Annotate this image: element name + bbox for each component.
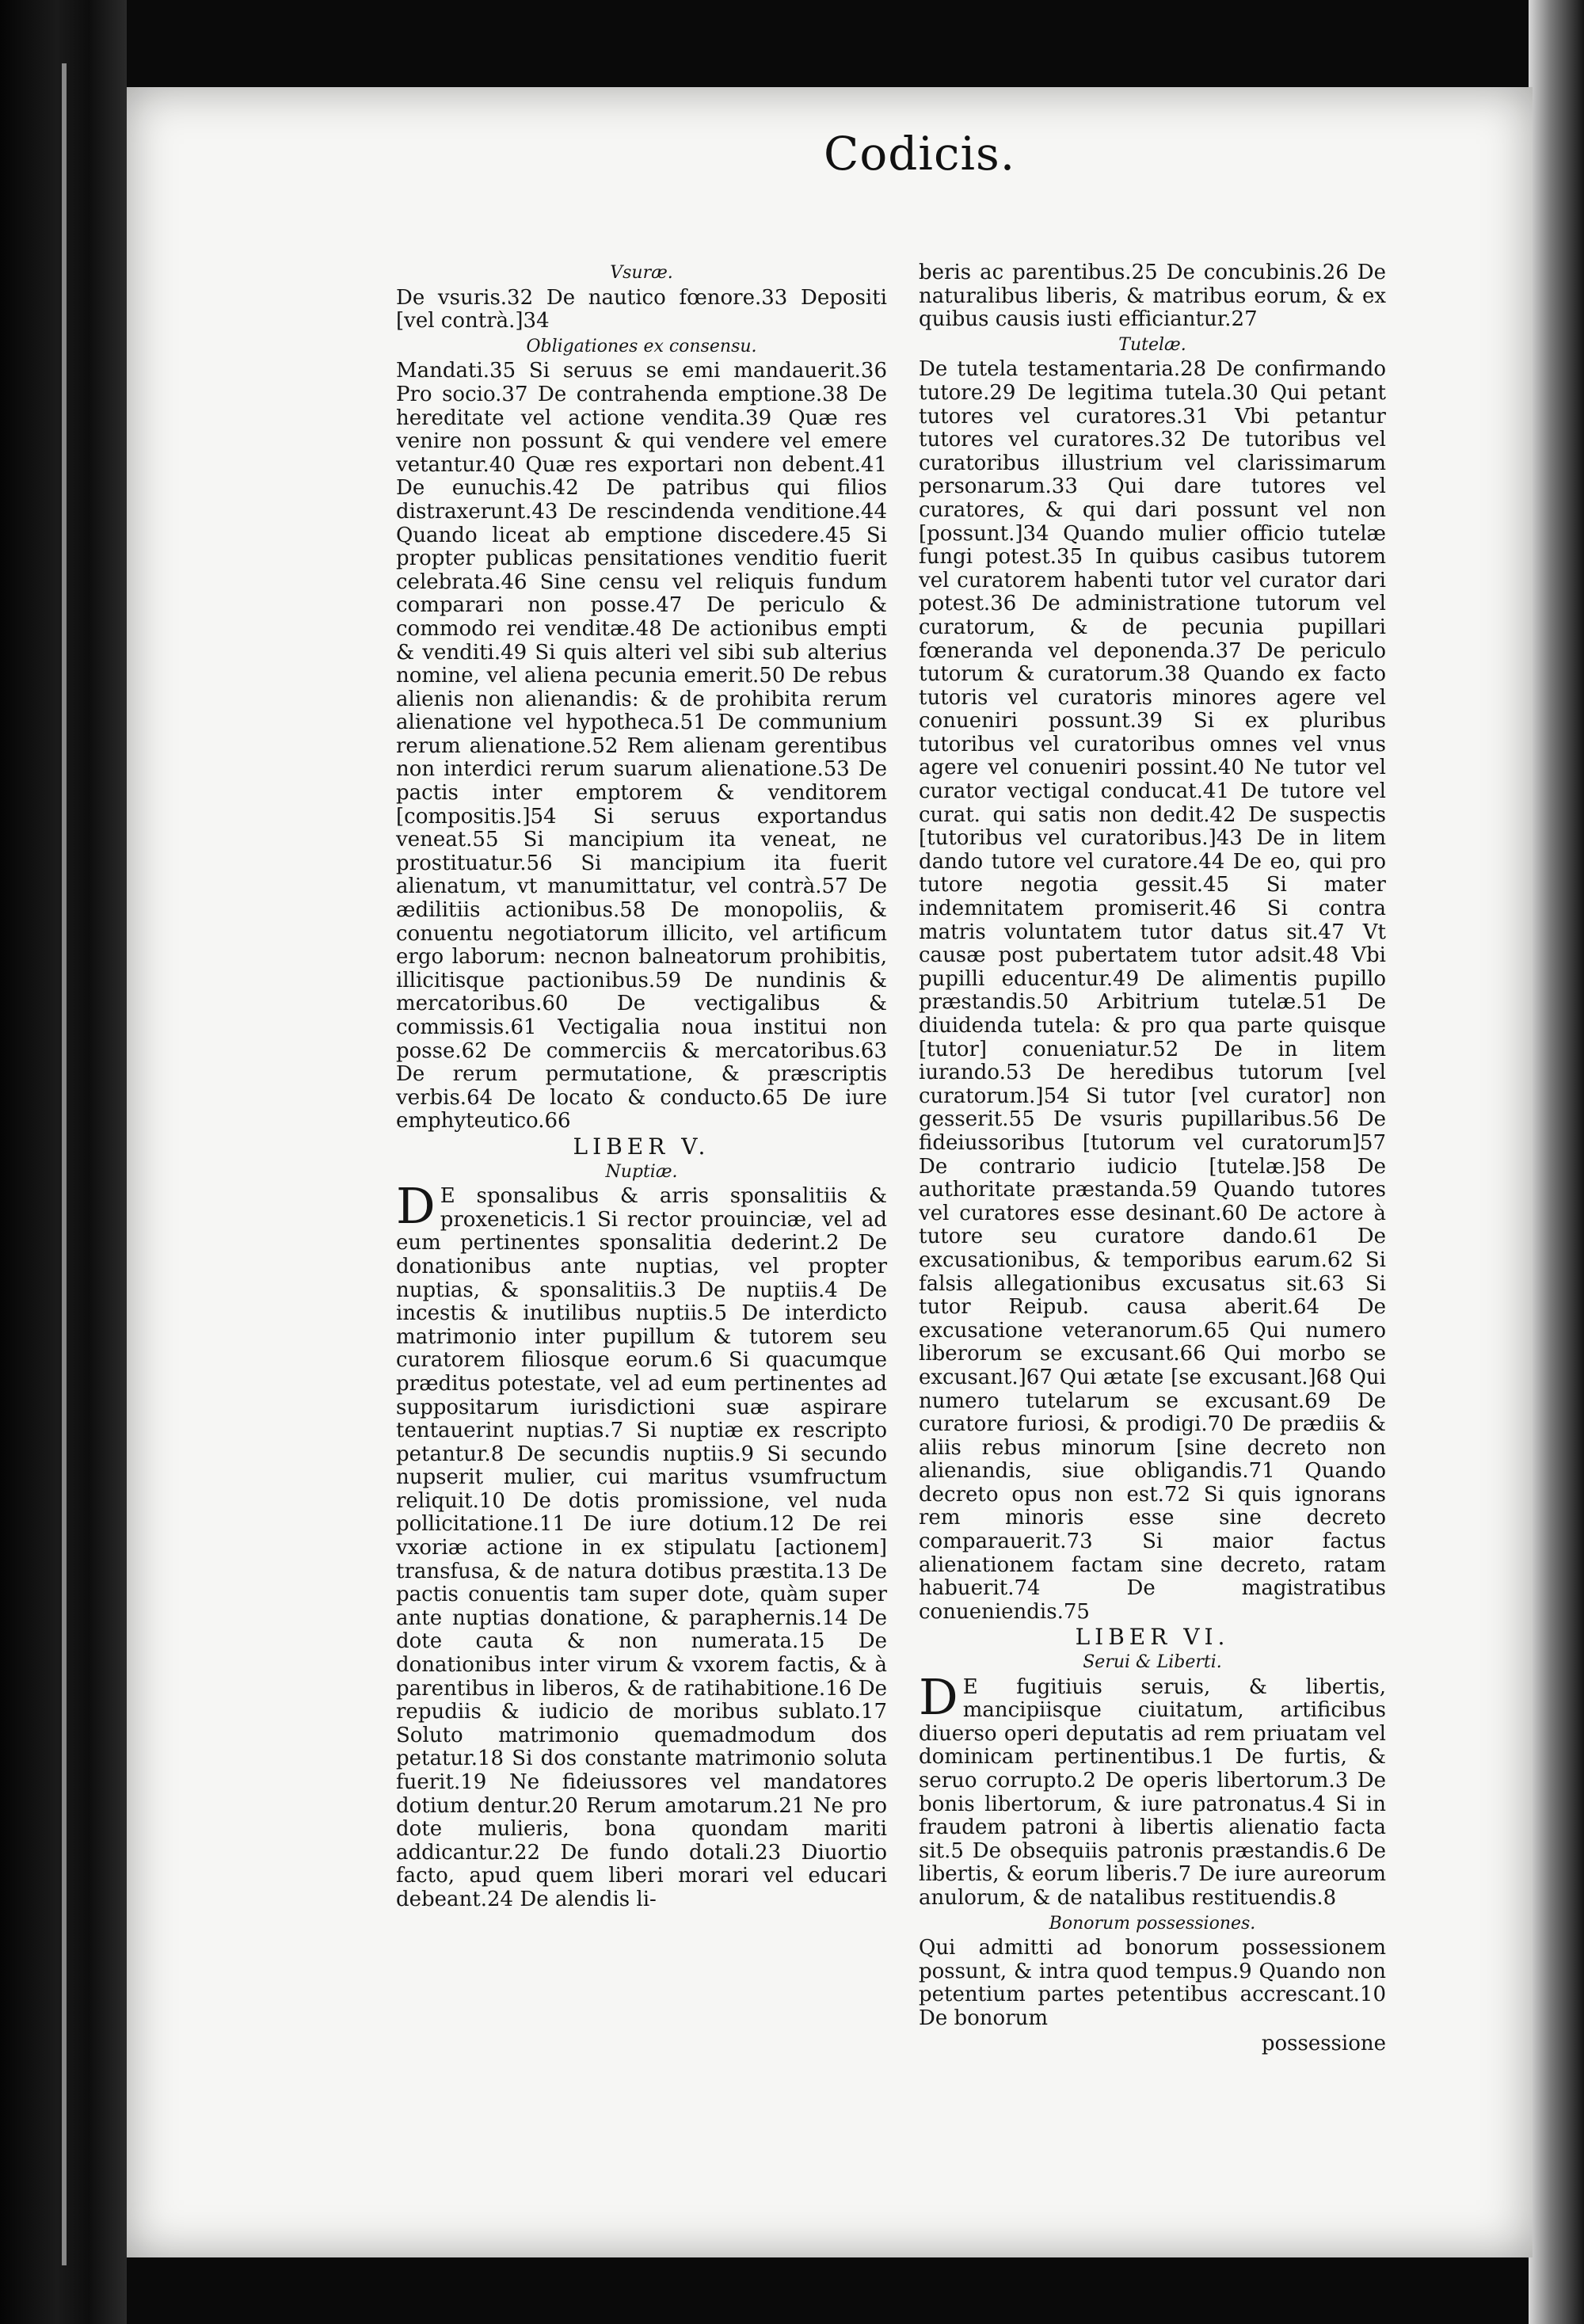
- binding-line: [62, 63, 67, 2265]
- book-heading: LIBER VI.: [1075, 1624, 1230, 1651]
- catchword: possessione: [1261, 2031, 1386, 2055]
- book-heading: LIBER V.: [573, 1133, 710, 1160]
- section-heading: Bonorum possessiones.: [1049, 1913, 1256, 1933]
- right-column: [919, 261, 1386, 2057]
- paragraph: Qui admitti ad bonorum possessionem possunt, & intra quod tempus.9 Quando non petentium partes petentibus accrescant.10 De bonorum: [919, 1936, 1386, 2030]
- section-heading: Obligationes ex consensu.: [526, 336, 757, 356]
- section-heading: Vsuræ.: [610, 263, 673, 283]
- paragraph: beris ac parentibus.25 De concubinis.26 De naturalibus liberis, & matribus eorum, & ex quibus causis iusti efficiantur.27: [919, 261, 1386, 332]
- paragraph: DE fugitiuis seruis, & libertis, mancipiisque ciuitatum, artificibus diuerso operi deputatis ad rem priuatam vel dominicam pertinentibus.1 De furtis, & seruo corrupto.2 De operis libertorum.3 De bonis libertorum, & iure patronatus.4 Si in fraudem patroni à libertis alienatio facta sit.5 De obsequiis patronis præstandis.6 De libertis, & eorum liberis.7 De iure aureorum anulorum, & de natalibus restituendis.8: [919, 1667, 1386, 1910]
- left-column: [396, 261, 887, 1914]
- paragraph: De tutela testamentaria.28 De confirmando tutore.29 De legitima tutela.30 Qui petant tutores vel curatores.31 Vbi petantur tutores vel curatores.32 De tutoribus vel curatoribus illustrium vel clarissimarum personarum.33 Qui dare tutores vel curatores, & qui dari possunt vel non [possunt.]34 Quando mulier officio tutelæ fungi potest.35 In quibus casibus tutorem vel curatorem habenti tutor vel curator dari potest.36 De administratione tutorum vel curatorum, & de pecunia pupillari fœneranda vel deponenda.37 De periculo tutorum & curatorum.38 Quando ex facto tutoris vel curatoris minores agere vel conueniri possunt.39 Si ex pluribus tutoribus vel curatoribus omnes vel vnus agere vel conueniri possint.40 Ne tutor vel curator vectigal conducat.41 De tutore vel curat. qui satis non dedit.42 De suspectis [tutoribus vel curatoribus.]43 De in litem dando tutore vel curatore.44 De eo, qui pro tutore negotia gessit.45 Si mater indemnitatem promiserit.46 Si contra matris voluntatem tutor datus sit.47 Vt causæ post pubertatem tutor adsit.48 Vbi pupilli educentur.49 De alimentis pupillo præstandis.50 Arbitrium tutelæ.51 De diuidenda tutela: & pro qua parte quisque [tutor] conueniatur.52 De in litem iurando.53 De heredibus tutorum [vel curatorum.]54 Si tutor [vel curator] non gesserit.55 De vsuris pupillaribus.56 De fideiussoribus [tutorum vel curatorum]57 De contrario iudicio [tutelæ.]58 De authoritate præstanda.59 Quando tutores vel curatores esse desinant.60 De actore à tutore seu curatore dando.61 De excusationibus, & temporibus earum.62 Si falsis allegationibus excusatus sit.63 Si tutor Reipub. causa aberit.64 De excusatione veteranorum.65 Qui numero liberorum se excusant.66 Qui morbo se excusant.]67 Qui ætate [se excusant.]68 Qui numero tutelarum se excusant.69 De curatore furiosi, & prodigi.70 De prædiis & aliis rebus minorum [sine decreto non alienandis, siue obligandis.71 Quando decreto opus non est.72 Si quis ignorans rem minoris esse sine decreto comparauerit.73 Si maior factus alienationem factam sine decreto, ratam habuerit.74 De magistratibus conueniendis.75: [919, 357, 1386, 1624]
- paragraph: DE sponsalibus & arris sponsalitiis & proxeneticis.1 Si rector prouinciæ, vel ad eum pertinentes sponsalitia dederint.2 De donationibus ante nuptias, vel propter nuptias, & sponsalitiis.3 De nuptiis.4 De incestis & inutilibus nuptiis.5 De interdicto matrimonio inter pupillum & tutorem seu curatorem filiosque eorum.6 Si quacumque præditus potestate, vel ad eum pertinentes ad suppositarum iurisdictioni suæ aspirare tentauerint nuptias.7 Si nuptiæ ex rescripto petantur.8 De secundis nuptiis.9 Si secundo nupserit mulier, cui maritus vsumfructum reliquit.10 De dotis promissione, vel nuda pollicitatione.11 De iure dotium.12 De rei vxoriæ actione in ex stipulatu [actionem] transfusa, & de natura dotibus præstita.13 De pactis conuentis tam super dote, quàm super ante nuptias donatione, & paraphernis.14 De dote cauta & non numerata.15 De donationibus inter virum & vxorem factis, & à parentibus in liberos, & de ratihabitione.16 De repudiis & iudicio de moribus sublato.17 Soluto matrimonio quemadmodum dos petatur.18 Si dos constante matrimonio soluta fuerit.19 Ne fideiussores vel mandatores dotium dentur.20 Rerum amotarum.21 Ne pro dote mulieris, bona quondam mariti addicantur.22 De fundo dotali.23 Diuortio facto, apud quem liberi morari vel educari debeant.24 De alendis li-: [396, 1177, 887, 1911]
- section-heading: Nuptiæ.: [605, 1161, 678, 1182]
- section-heading: Serui & Liberti.: [1083, 1652, 1222, 1673]
- paragraph: Mandati.35 Si seruus se emi mandauerit.36 Pro socio.37 De contrahenda emptione.38 De hereditate vel actione vendita.39 Quæ res venire non possunt & qui vendere vel emere vetantur.40 Quæ res exportari non debent.41 De eunuchis.42 De patribus qui filios distraxerunt.43 De rescindenda venditione.44 Quando liceat ab emptione discedere.45 Si propter publicas pensitationes venditio fuerit celebrata.46 Sine censu vel reliquis fundum comparari non posse.47 De periculo & commodo rei venditæ.48 De actionibus empti & venditi.49 Si quis alteri vel sibi sub alterius nomine, vel aliena pecunia emerit.50 De rebus alienis non alienandis: & de prohibita rerum alienatione vel hypotheca.51 De communium rerum alienatione.52 Rem alienam gerentibus non interdici rerum suarum alienatione.53 De pactis inter emptorem & venditorem [compositis.]54 Si seruus exportandus veneat.55 Si mancipium ita veneat, ne prostituatur.56 Si mancipium ita fuerit alienatum, vt manumittatur, vel contrà.57 De ædilitiis actionibus.58 De monopoliis, & conuentu negotiatorum illicito, vel artificum ergo laborum: necnon balneatorum prohibitis, illicitisque pactionibus.59 De nundinis & mercatoribus.60 De vectigalibus & commissis.61 Vectigalia noua institui non posse.62 De commerciis & mercatoribus.63 De rerum permutatione, & præscriptis verbis.64 De locato & conducto.65 De iure emphyteutico.66: [396, 359, 887, 1133]
- paragraph: De vsuris.32 De nautico fœnore.33 Depositi [vel contrà.]34: [396, 285, 887, 333]
- book-edge-right: [1529, 0, 1584, 2324]
- section-heading: Tutelæ.: [1118, 334, 1186, 355]
- running-head: Codicis.: [824, 127, 1016, 181]
